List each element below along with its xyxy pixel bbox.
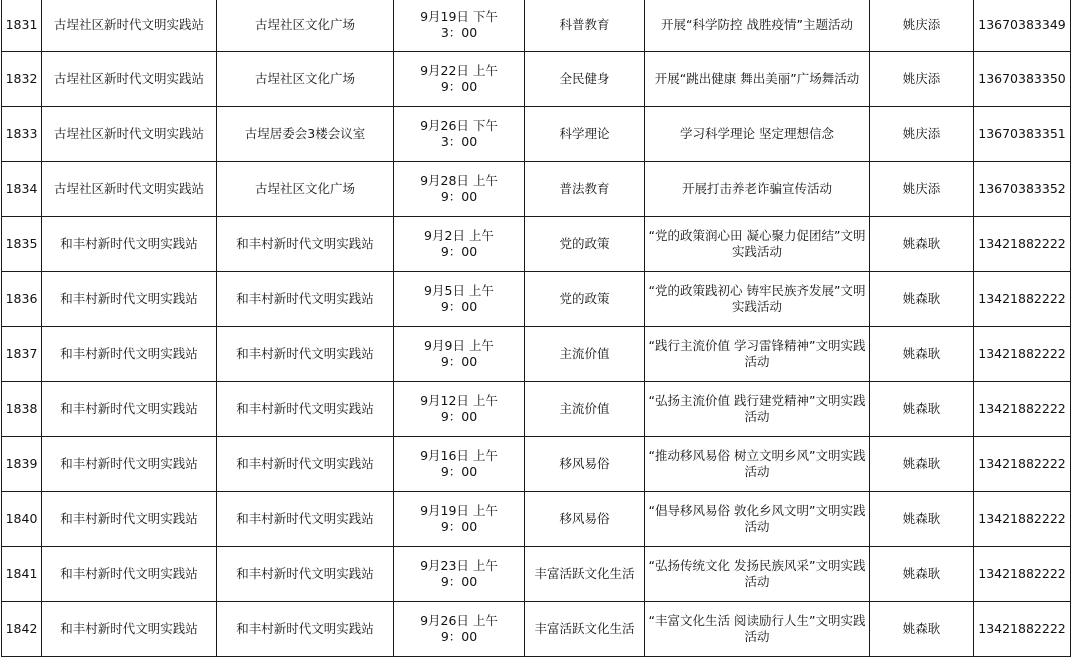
phone-cell: 13421882222 <box>974 492 1071 547</box>
table-row <box>2 52 1071 107</box>
contact-person-cell: 姚森耿 <box>870 492 974 547</box>
time-cell <box>394 437 525 492</box>
time-date-text: 9月16日 上午 <box>420 448 498 463</box>
row-number-cell: 1832 <box>2 52 42 107</box>
contact-person-cell: 姚庆添 <box>870 162 974 217</box>
table-row <box>2 547 1071 602</box>
activity-cell: “丰富文化生活 阅读励行人生”文明实践活动 <box>645 602 870 657</box>
activity-cell: “践行主流价值 学习雷锋精神”文明实践活动 <box>645 327 870 382</box>
activity-cell: 开展“科学防控 战胜疫情”主题活动 <box>645 0 870 52</box>
phone-cell: 13421882222 <box>974 327 1071 382</box>
time-date-text: 9月23日 上午 <box>420 558 498 573</box>
venue-cell: 和丰村新时代文明实践站 <box>217 437 394 492</box>
time-clock-text: 9：00 <box>440 629 478 644</box>
venue-cell: 和丰村新时代文明实践站 <box>217 272 394 327</box>
time-date-text: 9月22日 上午 <box>420 63 498 78</box>
time-date-text: 9月2日 上午 <box>424 228 494 243</box>
time-clock-text: 9：00 <box>440 79 478 94</box>
contact-person-cell: 姚森耿 <box>870 327 974 382</box>
activity-cell: 学习科学理论 坚定理想信念 <box>645 107 870 162</box>
category-cell: 主流价值 <box>525 382 645 437</box>
time-cell <box>394 272 525 327</box>
venue-cell: 古埕社区文化广场 <box>217 0 394 52</box>
venue-cell: 和丰村新时代文明实践站 <box>217 547 394 602</box>
time-clock-text: 9：00 <box>440 354 478 369</box>
time-clock-text: 9：00 <box>440 189 478 204</box>
phone-cell: 13421882222 <box>974 272 1071 327</box>
category-cell: 科学理论 <box>525 107 645 162</box>
venue-cell: 和丰村新时代文明实践站 <box>217 217 394 272</box>
phone-cell: 13421882222 <box>974 602 1071 657</box>
activity-cell: “弘扬传统文化 发扬民族风采”文明实践活动 <box>645 547 870 602</box>
row-number-cell: 1841 <box>2 547 42 602</box>
station-cell: 和丰村新时代文明实践站 <box>42 327 217 382</box>
contact-person-cell: 姚森耿 <box>870 272 974 327</box>
time-clock-text: 9：00 <box>440 464 478 479</box>
row-number-cell: 1836 <box>2 272 42 327</box>
venue-cell: 古埕社区文化广场 <box>217 162 394 217</box>
time-cell <box>394 0 525 52</box>
time-cell <box>394 382 525 437</box>
time-clock-text: 3：00 <box>440 25 478 40</box>
category-cell: 移风易俗 <box>525 492 645 547</box>
station-cell: 和丰村新时代文明实践站 <box>42 437 217 492</box>
row-number-cell: 1840 <box>2 492 42 547</box>
venue-cell: 和丰村新时代文明实践站 <box>217 382 394 437</box>
time-cell <box>394 327 525 382</box>
activity-cell: “党的政策践初心 铸牢民族齐发展”文明实践活动 <box>645 272 870 327</box>
station-cell: 和丰村新时代文明实践站 <box>42 272 217 327</box>
venue-cell: 和丰村新时代文明实践站 <box>217 492 394 547</box>
table-row <box>2 162 1071 217</box>
station-cell: 和丰村新时代文明实践站 <box>42 382 217 437</box>
category-cell: 移风易俗 <box>525 437 645 492</box>
time-date-text: 9月28日 上午 <box>420 173 498 188</box>
row-number-cell: 1837 <box>2 327 42 382</box>
table-row <box>2 217 1071 272</box>
contact-person-cell: 姚森耿 <box>870 547 974 602</box>
time-clock-text: 9：00 <box>440 299 478 314</box>
activity-cell: “推动移风易俗 树立文明乡风”文明实践活动 <box>645 437 870 492</box>
contact-person-cell: 姚森耿 <box>870 602 974 657</box>
station-cell: 和丰村新时代文明实践站 <box>42 217 217 272</box>
venue-cell: 古埕社区文化广场 <box>217 52 394 107</box>
station-cell: 古埕社区新时代文明实践站 <box>42 107 217 162</box>
time-cell <box>394 162 525 217</box>
time-date-text: 9月26日 下午 <box>420 118 498 133</box>
time-date-text: 9月12日 上午 <box>420 393 498 408</box>
activity-cell: 开展打击养老诈骗宣传活动 <box>645 162 870 217</box>
table-row <box>2 107 1071 162</box>
station-cell: 古埕社区新时代文明实践站 <box>42 162 217 217</box>
row-number-cell: 1835 <box>2 217 42 272</box>
table-row <box>2 272 1071 327</box>
time-date-text: 9月19日 下午 <box>420 9 498 24</box>
time-cell <box>394 107 525 162</box>
time-clock-text: 9：00 <box>440 574 478 589</box>
table-row <box>2 0 1071 52</box>
activity-cell: “倡导移风易俗 敦化乡风文明”文明实践活动 <box>645 492 870 547</box>
phone-cell: 13670383349 <box>974 0 1071 52</box>
time-clock-text: 9：00 <box>440 409 478 424</box>
category-cell: 党的政策 <box>525 272 645 327</box>
activity-schedule-table <box>1 0 1071 657</box>
contact-person-cell: 姚森耿 <box>870 382 974 437</box>
phone-cell: 13670383352 <box>974 162 1071 217</box>
time-date-text: 9月9日 上午 <box>424 338 494 353</box>
table-row <box>2 492 1071 547</box>
station-cell: 和丰村新时代文明实践站 <box>42 492 217 547</box>
phone-cell: 13421882222 <box>974 547 1071 602</box>
row-number-cell: 1833 <box>2 107 42 162</box>
contact-person-cell: 姚森耿 <box>870 217 974 272</box>
category-cell: 丰富活跃文化生活 <box>525 602 645 657</box>
time-cell <box>394 52 525 107</box>
phone-cell: 13670383350 <box>974 52 1071 107</box>
time-cell <box>394 602 525 657</box>
category-cell: 科普教育 <box>525 0 645 52</box>
table-body <box>2 0 1071 657</box>
category-cell: 全民健身 <box>525 52 645 107</box>
activity-cell: “弘扬主流价值 践行建党精神”文明实践活动 <box>645 382 870 437</box>
phone-cell: 13670383351 <box>974 107 1071 162</box>
venue-cell: 和丰村新时代文明实践站 <box>217 602 394 657</box>
table-row <box>2 382 1071 437</box>
phone-cell: 13421882222 <box>974 382 1071 437</box>
time-date-text: 9月5日 上午 <box>424 283 494 298</box>
activity-cell: “党的政策润心田 凝心聚力促团结”文明实践活动 <box>645 217 870 272</box>
activity-cell: 开展“跳出健康 舞出美丽”广场舞活动 <box>645 52 870 107</box>
contact-person-cell: 姚森耿 <box>870 437 974 492</box>
table-row <box>2 437 1071 492</box>
station-cell: 古埕社区新时代文明实践站 <box>42 52 217 107</box>
category-cell: 主流价值 <box>525 327 645 382</box>
category-cell: 普法教育 <box>525 162 645 217</box>
station-cell: 和丰村新时代文明实践站 <box>42 547 217 602</box>
venue-cell: 古埕居委会3楼会议室 <box>217 107 394 162</box>
time-date-text: 9月19日 上午 <box>420 503 498 518</box>
station-cell: 古埕社区新时代文明实践站 <box>42 0 217 52</box>
row-number-cell: 1842 <box>2 602 42 657</box>
row-number-cell: 1834 <box>2 162 42 217</box>
category-cell: 党的政策 <box>525 217 645 272</box>
time-date-text: 9月26日 上午 <box>420 613 498 628</box>
time-cell <box>394 547 525 602</box>
phone-cell: 13421882222 <box>974 437 1071 492</box>
phone-cell: 13421882222 <box>974 217 1071 272</box>
contact-person-cell: 姚庆添 <box>870 107 974 162</box>
table-row <box>2 327 1071 382</box>
time-clock-text: 3：00 <box>440 134 478 149</box>
station-cell: 和丰村新时代文明实践站 <box>42 602 217 657</box>
row-number-cell: 1831 <box>2 0 42 52</box>
time-cell <box>394 492 525 547</box>
contact-person-cell: 姚庆添 <box>870 0 974 52</box>
time-cell <box>394 217 525 272</box>
venue-cell: 和丰村新时代文明实践站 <box>217 327 394 382</box>
time-clock-text: 9：00 <box>440 244 478 259</box>
contact-person-cell: 姚庆添 <box>870 52 974 107</box>
category-cell: 丰富活跃文化生活 <box>525 547 645 602</box>
row-number-cell: 1839 <box>2 437 42 492</box>
table-row <box>2 602 1071 657</box>
row-number-cell: 1838 <box>2 382 42 437</box>
time-clock-text: 9：00 <box>440 519 478 534</box>
